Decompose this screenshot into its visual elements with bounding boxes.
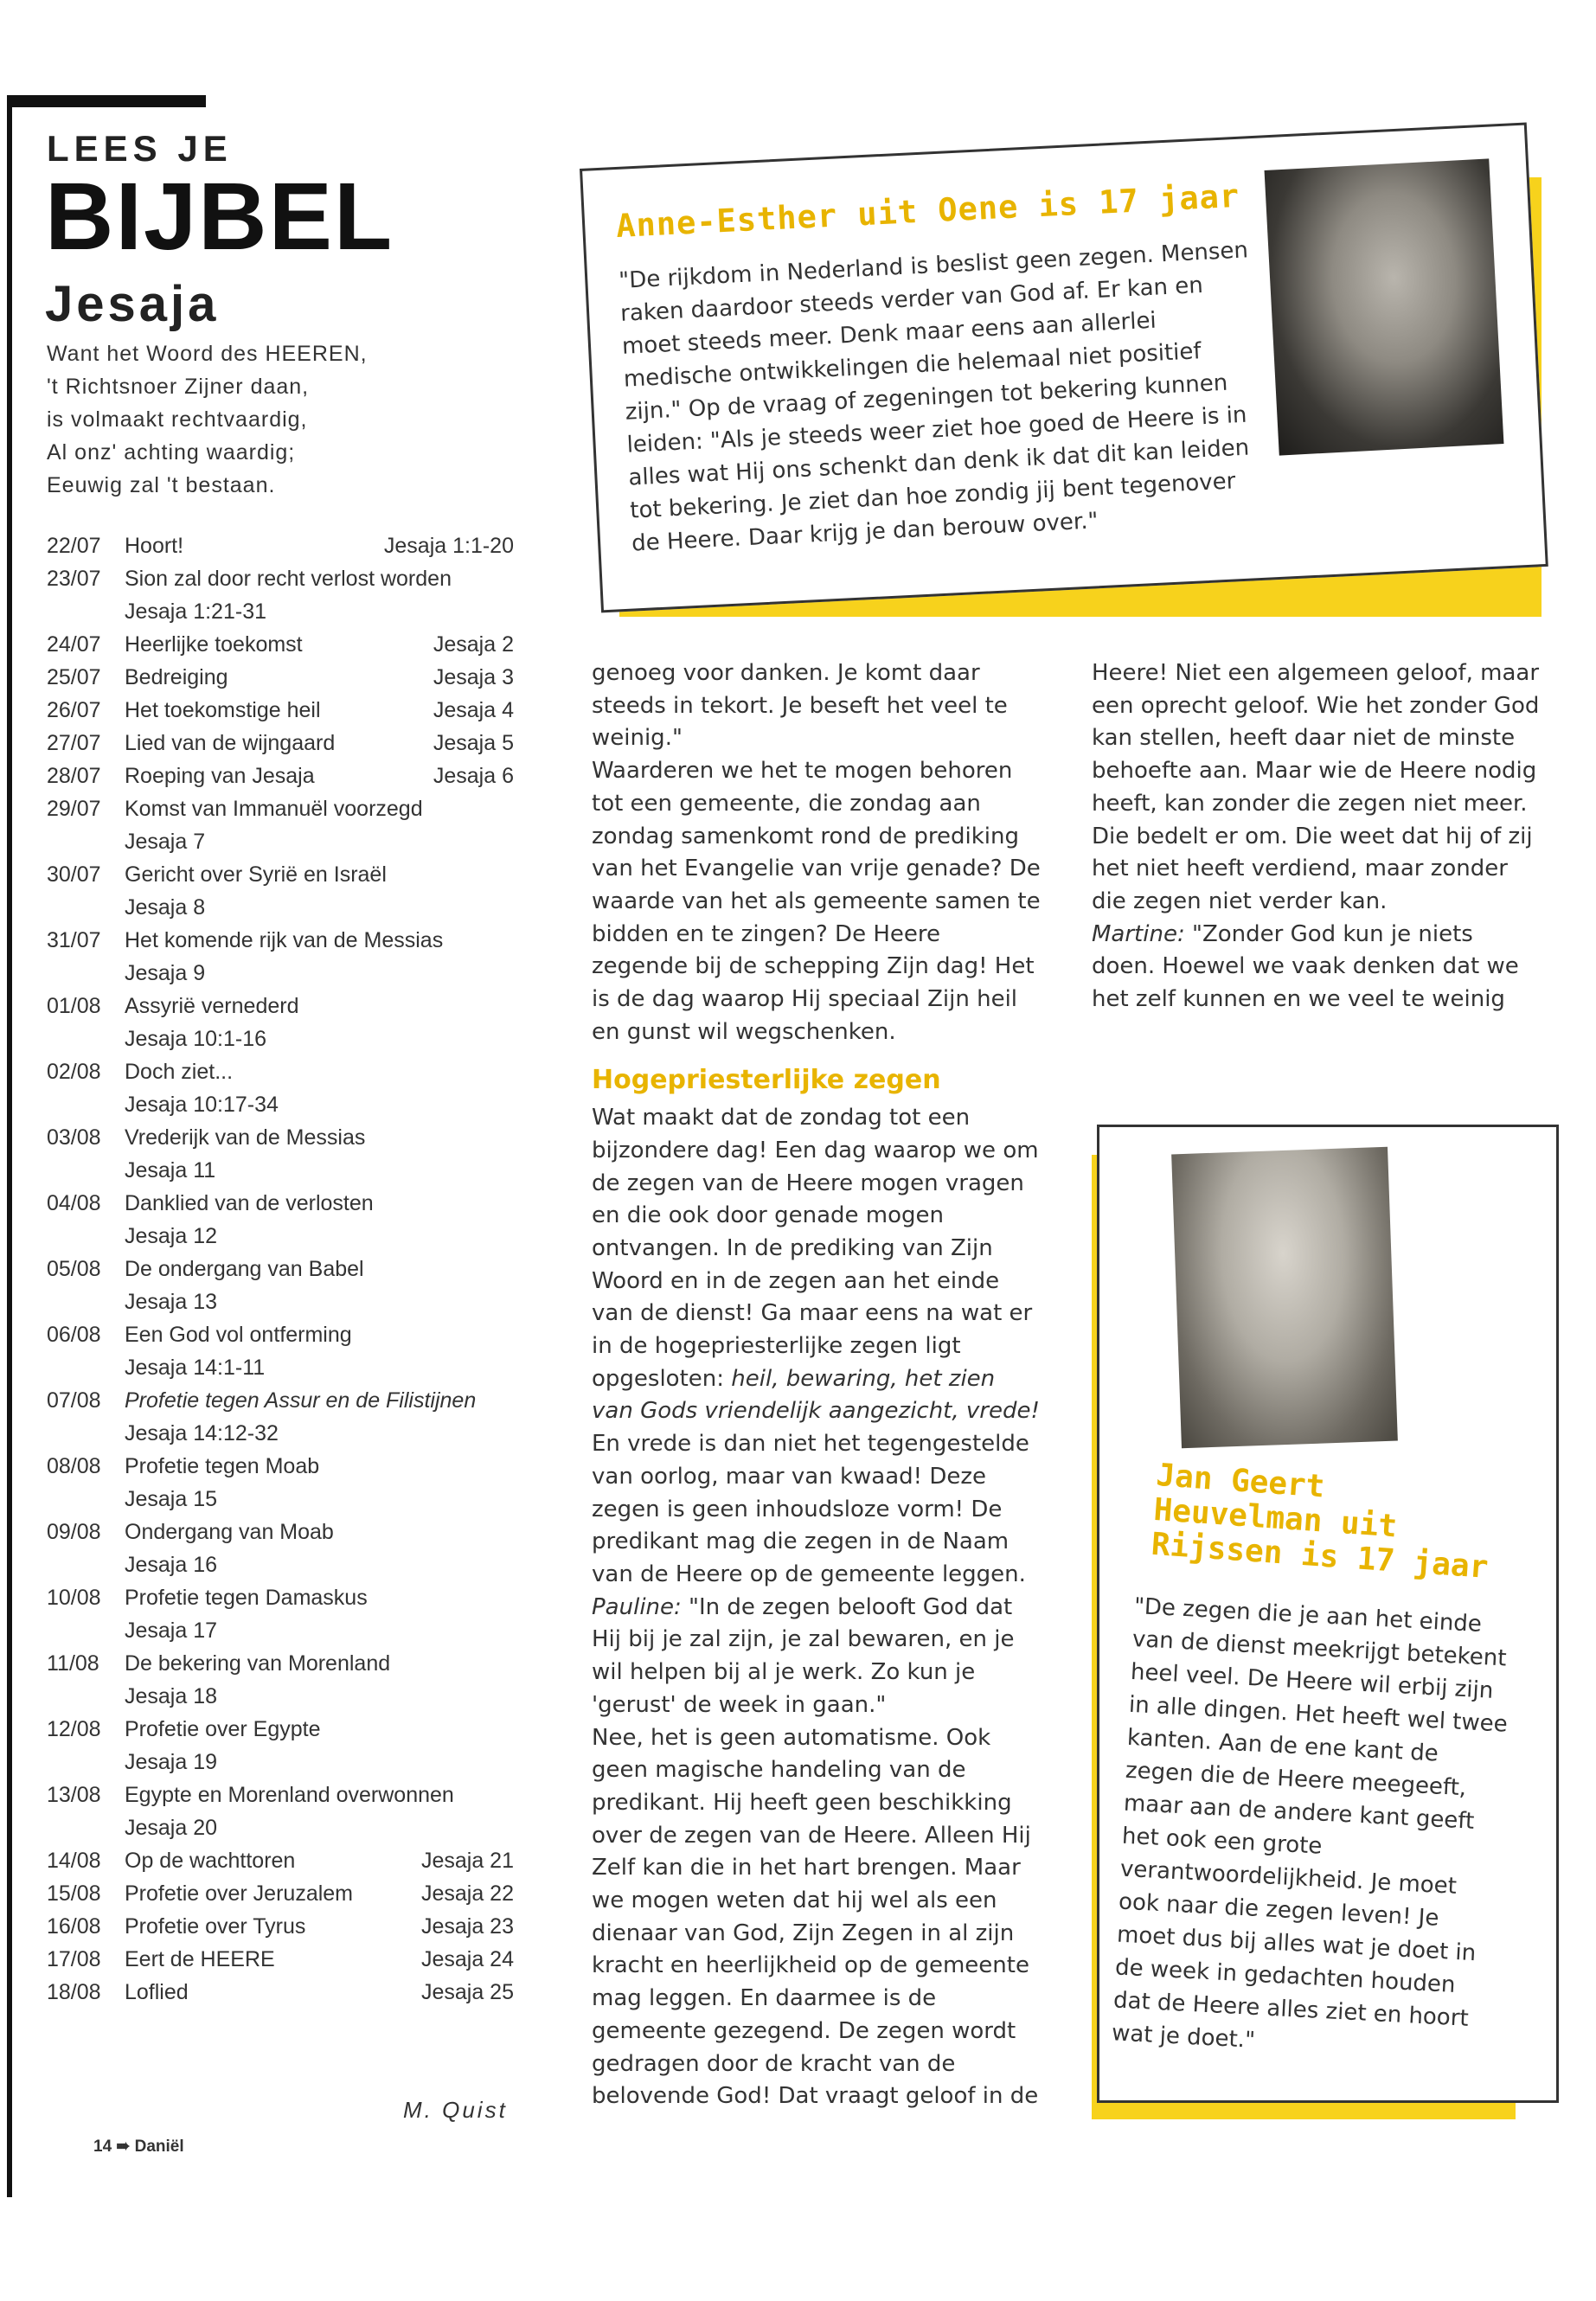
reading-date: 26/07 — [47, 698, 101, 722]
portrait-photo — [1265, 158, 1504, 455]
reading-reference: Jesaja 15 — [125, 1487, 218, 1511]
reading-title: Bedreiging — [125, 665, 228, 689]
reading-item — [47, 1516, 514, 1581]
reading-title: Het komende rijk van de Messias — [125, 928, 444, 952]
reading-title: Profetie over Tyrus — [125, 1914, 306, 1939]
reading-date: 25/07 — [47, 665, 101, 689]
poem — [47, 337, 497, 502]
page-top-edge — [7, 95, 206, 107]
reading-date: 14/08 — [47, 1849, 101, 1873]
reading-item — [47, 1877, 514, 1910]
reading-title: Ondergang van Moab — [125, 1520, 334, 1544]
reading-item — [47, 1253, 514, 1318]
reading-reference: Jesaja 3 — [433, 665, 514, 689]
reading-title: Danklied van de verlosten — [125, 1191, 374, 1215]
reading-title: De ondergang van Babel — [125, 1257, 364, 1281]
reading-title: Profetie tegen Assur en de Filistijnen — [125, 1388, 477, 1413]
reading-date: 10/08 — [47, 1586, 101, 1610]
reading-reference: Jesaja 16 — [125, 1553, 218, 1577]
poem-line: Eeuwig zal 't bestaan. — [47, 473, 276, 497]
reading-title: Profetie tegen Damaskus — [125, 1586, 368, 1610]
reading-date: 13/08 — [47, 1783, 101, 1807]
reading-date: 17/08 — [47, 1947, 101, 1971]
reading-date: 04/08 — [47, 1191, 101, 1215]
page-footer: 14 ➠ Daniël — [93, 2138, 184, 2156]
reading-title: Gericht over Syrië en Israël — [125, 862, 387, 887]
reading-title: Roeping van Jesaja — [125, 764, 315, 788]
reading-date: 22/07 — [47, 534, 101, 558]
reading-date: 23/07 — [47, 567, 101, 591]
reading-item — [47, 1450, 514, 1516]
reading-item — [47, 1121, 514, 1187]
reading-item — [47, 760, 514, 792]
reading-date: 24/07 — [47, 632, 101, 657]
section-label: LEES JE — [47, 128, 233, 169]
reading-title: Vrederijk van de Messias — [125, 1125, 366, 1150]
reading-date: 06/08 — [47, 1323, 101, 1347]
reading-item — [47, 1318, 514, 1384]
reading-title: Heerlijke toekomst — [125, 632, 303, 657]
reading-item — [47, 529, 514, 562]
reading-reference: Jesaja 20 — [125, 1816, 218, 1840]
paragraph: Wat maakt dat de zondag tot een bijzondere dag! Een dag waarop we om de zegen van de Heere mogen vragen en die ook door genade mogen ontvangen. In de prediking van Zijn Woord en in de zegen aan het einde van de dienst! Ga maar eens na wat er in de hogepriesterlijke zegen ligt opgesloten: heil, bewaring, het zien van Gods vriendelijk aangezicht, vrede! En vrede is dan niet het tegengestelde van oorlog, maar van kwaad! Deze zegen is geen inhoudsloze vorm! De predikant mag die zegen in de Naam van de Heere op de gemeente leggen. — [592, 1105, 1040, 1587]
reading-item — [47, 1384, 514, 1450]
paragraph: Martine: "Zonder God kun je niets doen. Hoewel we vaak denken dat we het zelf kunnen en we veel te weinig — [1092, 920, 1519, 1013]
paragraph: Nee, het is geen automatisme. Ook geen magische handeling van de predikant. Hij heeft geen beschikking over de zegen van de Heere. Alleen Hij Zelf kan die in het hart brengen. Maar we mogen weten dat hij wel als een dienaar van God, Zijn Zegen in al zijn kracht en heerlijkheid op de gemeente mag leggen. En daarmee is de gemeente gezegend. De zegen wordt gedragen door de kracht van de belovende God! Dat vraagt geloof in de — [592, 1724, 1039, 2110]
reading-reference: Jesaja 10:1-16 — [125, 1027, 267, 1051]
article-column-right — [1092, 657, 1542, 1016]
reading-date: 29/07 — [47, 797, 101, 821]
reading-title: Loflied — [125, 1980, 189, 2004]
reading-date: 07/08 — [47, 1388, 101, 1413]
reading-reference: Jesaja 7 — [125, 830, 206, 854]
reading-date: 28/07 — [47, 764, 101, 788]
reading-item — [47, 1976, 514, 2009]
reading-item — [47, 661, 514, 694]
reading-title: Een God vol ontferming — [125, 1323, 352, 1347]
reading-reference: Jesaja 12 — [125, 1224, 218, 1248]
reading-item — [47, 562, 514, 628]
reading-item — [47, 1779, 514, 1844]
reading-item — [47, 1581, 514, 1647]
quote-box-text: "De rijkdom in Nederland is beslist geen zegen. Mensen raken daardoor steeds verder van God af. Er kan en moet steeds meer. Denk maar eens aan allerlei medische ontwikkelingen die helemaal niet positief zijn." Op de vraag of zegeningen tot bekering kunnen leiden: "Als je steeds weer ziet hoe goed de Heere is in alles wat Hij ons schenkt dan denk ik dat dit kan leiden tot bekering. Je ziet dan hoe zondig jij bent tegenover de Heere. Daar krijg je dan berouw over." — [618, 237, 1250, 557]
portrait-photo — [1171, 1147, 1398, 1449]
reading-reference: Jesaja 9 — [125, 961, 206, 985]
poem-line: Want het Woord des HEEREN, — [47, 342, 368, 366]
reading-date: 08/08 — [47, 1454, 101, 1478]
reading-title: Lied van de wijngaard — [125, 731, 336, 755]
reading-reference: Jesaja 11 — [125, 1158, 216, 1183]
reading-reference: Jesaja 2 — [433, 632, 514, 657]
reading-reference: Jesaja 24 — [420, 1947, 514, 1971]
reading-title: Het toekomstige heil — [125, 698, 321, 722]
article-column-middle — [592, 657, 1042, 2113]
reading-reference: Jesaja 23 — [420, 1914, 514, 1939]
reading-reference: Jesaja 5 — [433, 731, 514, 755]
reading-item — [47, 1647, 514, 1713]
reading-item — [47, 1943, 514, 1976]
reading-title: Komst van Immanuël voorzegd — [125, 797, 423, 821]
author: M. Quist — [403, 2097, 508, 2123]
paragraph: Pauline: "In de zegen belooft God dat Hij bij je zal zijn, je zal bewaren, en je wil helpen bij al je werk. Zo kun je 'gerust' de week in gaan." — [592, 1593, 1015, 1718]
reading-reference: Jesaja 6 — [433, 764, 514, 788]
reading-reference: Jesaja 10:17-34 — [125, 1093, 279, 1117]
book-title: Jesaja — [45, 276, 220, 332]
reading-reference: Jesaja 25 — [420, 1980, 514, 2004]
reading-item — [47, 1910, 514, 1943]
reading-reference: Jesaja 19 — [125, 1750, 218, 1774]
quote-box-title: Jan Geert Heuvelman uit Rijssen is 17 jaar — [1150, 1458, 1490, 1586]
reading-title: Profetie over Egypte — [125, 1717, 321, 1741]
reading-date: 05/08 — [47, 1257, 101, 1281]
reading-reference: Jesaja 14:12-32 — [125, 1421, 279, 1445]
reading-title: Op de wachttoren — [125, 1849, 296, 1873]
reading-reference: Jesaja 22 — [420, 1881, 514, 1906]
reading-reference: Jesaja 14:1-11 — [125, 1356, 266, 1380]
reading-title: Egypte en Morenland overwonnen — [125, 1783, 454, 1807]
reading-date: 15/08 — [47, 1881, 101, 1906]
reading-date: 16/08 — [47, 1914, 101, 1939]
quote-box-title: Anne-Esther uit Oene is 17 jaar — [615, 176, 1241, 245]
paragraph: genoeg voor danken. Je komt daar steeds in tekort. Je beseft het veel te weinig." — [592, 660, 1008, 752]
reading-reference: Jesaja 13 — [125, 1290, 218, 1314]
reading-date: 30/07 — [47, 862, 101, 887]
reading-item — [47, 1187, 514, 1253]
reading-item — [47, 858, 514, 924]
reading-date: 02/08 — [47, 1060, 101, 1084]
reading-reference: Jesaja 1:21-31 — [125, 599, 267, 624]
reading-item — [47, 924, 514, 990]
reading-title: Assyrië vernederd — [125, 994, 299, 1018]
reading-item — [47, 628, 514, 661]
reading-schedule — [47, 529, 514, 2009]
subheading: Hogepriesterlijke zegen — [592, 1065, 941, 1096]
reading-reference: Jesaja 17 — [125, 1618, 218, 1643]
reading-item — [47, 1713, 514, 1779]
reading-date: 09/08 — [47, 1520, 101, 1544]
reading-date: 18/08 — [47, 1980, 101, 2004]
reading-item — [47, 694, 514, 727]
reading-title: Eert de HEERE — [125, 1947, 275, 1971]
reading-item — [47, 792, 514, 858]
reading-reference: Jesaja 4 — [433, 698, 514, 722]
reading-reference: Jesaja 18 — [125, 1684, 218, 1708]
reading-title: Profetie tegen Moab — [125, 1454, 320, 1478]
reading-date: 01/08 — [47, 994, 101, 1018]
quote-box-text: "De zegen die je aan het einde van de dienst meekrijgt betekent heel veel. De Heere wil erbij zijn in alle dingen. Het heeft wel twee kanten. Aan de ene kant de zegen die de Heere meegeeft, maar aan de andere kant geeft het ook een grote verantwoordelijkheid. Je moet ook naar die zegen leven! Je moet dus bij alles wat je doet in de week in gedachten houden dat de Heere alles ziet en hoort wat je doet." — [1111, 1593, 1509, 2054]
paragraph: Waarderen we het te mogen behoren tot een gemeente, die zondag aan zondag samenkomt rond de prediking van het Evangelie van vrije genade? De waarde van het als gemeente samen te bidden en te zingen? De Heere zegende bij de schepping Zijn dag! Het is de dag waarop Hij speciaal Zijn heil en gunst wil wegschenken. — [592, 758, 1041, 1045]
poem-line: 't Richtsnoer Zijner daan, — [47, 375, 310, 399]
reading-title: Hoort! — [125, 534, 184, 558]
reading-date: 31/07 — [47, 928, 101, 952]
reading-title: Profetie over Jeruzalem — [125, 1881, 354, 1906]
reading-item — [47, 1844, 514, 1877]
section-title: BIJBEL — [45, 163, 394, 270]
reading-title: Sion zal door recht verlost worden — [125, 567, 452, 591]
reading-reference: Jesaja 1:1-20 — [383, 534, 514, 558]
page-edge — [7, 95, 12, 2197]
reading-date: 03/08 — [47, 1125, 101, 1150]
reading-title: Doch ziet... — [125, 1060, 234, 1084]
reading-date: 12/08 — [47, 1717, 101, 1741]
reading-reference: Jesaja 8 — [125, 895, 206, 920]
poem-line: is volmaakt rechtvaardig, — [47, 407, 308, 432]
reading-reference: Jesaja 21 — [420, 1849, 514, 1873]
reading-date: 27/07 — [47, 731, 101, 755]
reading-item — [47, 1055, 514, 1121]
reading-date: 11/08 — [47, 1651, 99, 1676]
reading-title: De bekering van Morenland — [125, 1651, 391, 1676]
poem-line: Al onz' achting waardig; — [47, 440, 296, 465]
reading-item — [47, 727, 514, 760]
reading-item — [47, 990, 514, 1055]
paragraph: Heere! Niet een algemeen geloof, maar een oprecht geloof. Wie het zonder God kan stellen, heeft daar niet de minste behoefte aan. Maar wie de Heere nodig heeft, kan zonder die zegen niet meer. Die bedelt er om. Die weet dat hij of zij het niet heeft verdiend, maar zonder die zegen niet verder kan. — [1092, 660, 1540, 914]
